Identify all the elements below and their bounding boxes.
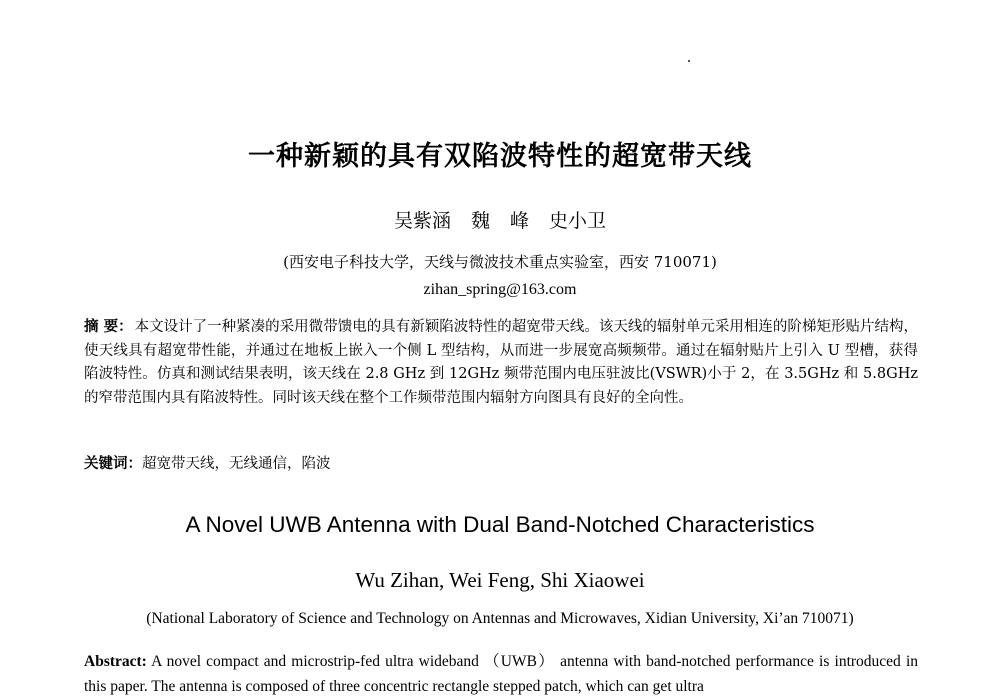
cn-keywords-text: 超宽带天线，无线通信，陷波 [142,456,331,472]
en-title: A Novel UWB Antenna with Dual Band-Notched Characteristics [185,512,815,537]
author-email: zihan_spring@163.com [423,281,577,298]
cn-affiliation: (西安电子科技大学，天线与微波技术重点实验室，西安 710071) [283,253,717,271]
en-abstract-text: A novel compact and microstrip-fed ultra wideband （UWB） antenna with band-notched performance is introduced in this paper. The antenna is composed of three concentric rectangle stepped patch, which can get ultra [84,653,918,695]
cn-keywords [84,453,918,475]
cn-abstract-text: 本文设计了一种紧凑的采用微带馈电的具有新颖陷波特性的超宽带天线。该天线的辐射单元采用相连的阶梯矩形贴片结构，使天线具有超宽带性能，并通过在地板上嵌入一个侧 L 型结构，从而进一步展宽高频频带。通过在辐射贴片上引入 U 型槽，获得陷波特性。仿真和测试结果表明，该天线在 2.8 GHz 到 12GHz 频带范围内电压驻波比(VSWR)小于 2，在 3.5GHz 和 5.8GHz 的窄带范围内具有陷波特性。同时该天线在整个工作频带范围内辐射方向图具有良好的全向性。 [84,319,918,406]
cn-keywords-label: 关键词： [84,456,142,472]
en-abstract-label: Abstract: [84,653,147,670]
cn-abstract [84,316,918,410]
cn-title: 一种新颖的具有双陷波特性的超宽带天线 [248,141,752,172]
en-affiliation: (National Laboratory of Science and Technology on Antennas and Microwaves, Xidian University, Xi’an 710071) [146,610,854,627]
speck-mark [688,60,690,62]
cn-authors: 吴紫涵 魏 峰 史小卫 [393,210,607,232]
cn-abstract-label: 摘 要： [84,319,133,335]
en-abstract [84,649,918,699]
en-authors: Wu Zihan, Wei Feng, Shi Xiaowei [355,568,645,592]
